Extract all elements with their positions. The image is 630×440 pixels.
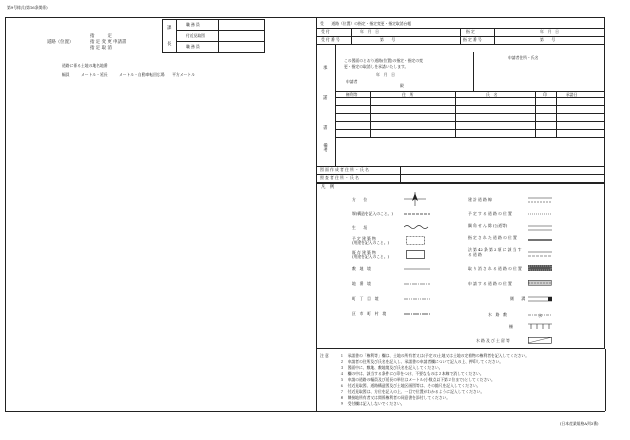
designation-number-label: 指 定 番 号	[463, 37, 482, 42]
drafter-label: 図 面 作 成 者 住 所 ・ 氏 名	[320, 167, 369, 172]
svg-text:水: 水	[538, 313, 542, 318]
fence-icon	[528, 322, 552, 330]
checker-label: 照 査 者 住 所 ・ 氏 名	[320, 175, 359, 180]
legend-right-8: 水 路 敷	[488, 312, 507, 317]
legend-left-5: 敷 地 境	[352, 266, 371, 271]
col-consent-date: 承諾日	[566, 92, 578, 97]
owner-side-1: 課	[167, 26, 172, 31]
title-prefix: 道路（位置）	[47, 40, 74, 45]
form-number: 第9号様式(第16条関係)	[7, 5, 48, 10]
planned-building-icon	[406, 236, 426, 246]
legend-right-7: 側 溝	[510, 296, 526, 301]
consent-col-2: 諾	[323, 96, 328, 101]
retaining-wall-icon	[528, 337, 552, 344]
legend-right-6: 申 請 す る 道 路 の 位 置	[468, 281, 512, 286]
receipt-date-label: 受 付	[321, 29, 330, 34]
owner-box	[162, 19, 265, 53]
applicant-honorific: 殿	[400, 83, 404, 88]
col-seal: 印	[543, 92, 547, 97]
notes-label: 注 意	[320, 353, 329, 358]
note-5: ５ 申請の道路の幅員及び延長の単位はメートル(小数点以下第２位まで)としてください。	[340, 377, 495, 382]
owner-row-3: 職 務 員	[186, 44, 200, 49]
corner-cut-icon	[528, 224, 552, 232]
road-lot-label: 道路に係る土地の地名地番	[62, 63, 108, 68]
hedge-icon	[404, 224, 430, 230]
consent-text-2: 更・指定の取消しを承諾いたします。	[344, 64, 409, 69]
article-42-road-icon	[528, 250, 552, 258]
receipt-date: 年 月 日	[360, 29, 379, 34]
ledger-header: 受 道路（位置）の指定・指定変更・指定取消台帳	[320, 21, 412, 26]
owner-side-2: 長	[167, 42, 172, 47]
wall-line-icon	[404, 211, 430, 217]
receipt-number-label: 受 付 番 号	[321, 37, 340, 42]
legend-left-2: 生 垣	[352, 225, 368, 230]
kind-cancel: 指 定 取 消	[90, 46, 112, 51]
legend-right-5: 取 り 消 さ れ る 道 路 の 位 置	[468, 266, 522, 271]
designation-date-label: 指 定	[466, 29, 475, 34]
legend-right-3: 指 定 さ れ た 道 路 の 位 置	[468, 235, 517, 240]
note-2: ２ 申請者の住所及び氏名を記入し、承諾書の申請者欄について記入の上、押印してください。	[340, 359, 504, 364]
compass-icon	[404, 192, 426, 206]
legend-title: 凡 例	[321, 185, 335, 190]
consent-col-1: 承	[323, 66, 328, 71]
consent-date: 年 月 日	[376, 72, 395, 77]
legend-right-9: 柵	[509, 324, 513, 329]
kind-designation: 指 定	[90, 34, 112, 39]
consent-col-3: 書	[323, 126, 328, 131]
gutter-icon	[528, 296, 552, 302]
legend-left-4: 既 存 建 築 物 (用途を記入のこと。)	[352, 250, 390, 259]
kind-change: 指 定 変 更 申請書	[90, 40, 127, 45]
col-address: 住 所	[402, 92, 414, 97]
note-3: ３ 図面中に、敷地、敷地境及び氏名を記入してください。	[340, 365, 443, 370]
cancelled-road-icon	[528, 265, 552, 271]
owner-row-2: 付近見取図	[186, 33, 205, 38]
note-1: １ 承諾書の「権利等」欄は、土地の所有者又は(予定の)土地又は土地の定着物の権利者を記入してください。	[340, 353, 530, 358]
col-name: 氏 名	[486, 92, 498, 97]
legend-left-7: 町 丁 目 境	[352, 296, 379, 301]
col-rights: 権利等	[346, 92, 358, 97]
footer-paper-size: (日本産業規格A列3番)	[560, 421, 599, 426]
legend-left-0: 方 位	[352, 197, 368, 202]
waterway-icon	[528, 312, 552, 318]
legend-right-1: 予 定 す る 道 路 の 位 置	[468, 211, 512, 216]
note-8: ８ 隣接地所有者又は関係権利者の同意書を添付してください。	[340, 395, 451, 400]
applied-road-icon	[528, 280, 552, 286]
legend-right-2: 隅 角 せ ん 除 (公道等)	[468, 223, 508, 228]
legend-left-8: 区 市 町 村 境	[352, 311, 387, 316]
legend-left-6: 地 番 境	[352, 281, 371, 286]
owner-row-1: 職 務 員	[186, 22, 200, 27]
designation-number: 第 号	[540, 37, 556, 42]
designated-road-icon	[528, 238, 552, 242]
applicant-header: 申請者住所・氏名	[508, 55, 539, 60]
legend-right-4: 法 第 42 条 第 2 項 に 該 当 す る 道 路	[468, 247, 522, 257]
legend-right-0: 建 計 道 路 線	[468, 197, 492, 202]
lot-boundary-icon	[404, 282, 430, 286]
legend-right-10: 水 路 及 び 土 留 等	[476, 338, 510, 343]
legend-left-3: 予 定 建 築 物 (用途を記入のこと。)	[352, 236, 390, 245]
municipal-boundary-icon	[404, 312, 430, 316]
district-boundary-icon	[404, 297, 430, 301]
designation-date: 年 月 日	[540, 29, 559, 34]
road-width-label: 幅員 メートル・延長 メートル・自動車転回広場 平方メートル	[62, 72, 195, 77]
legend-left-1: 塀(構造を記入のこと。)	[352, 211, 393, 216]
applicant-label: 申請者	[346, 79, 358, 84]
planned-road-icon	[528, 196, 552, 204]
planned-road-position-icon	[528, 212, 552, 216]
receipt-number: 第 号	[380, 37, 396, 42]
consent-text-1: この図面のとおり道路(位置)の指定・指定の変	[344, 58, 423, 63]
note-7: ７ 付近見取図は、方位を記入の上、一目で位置がわかるように記入してください。	[340, 389, 485, 394]
site-boundary-icon	[404, 267, 430, 271]
note-4: ４ 欄の中は、該当する条件に○印をつけ、不要なものは２本線で消してください。	[340, 371, 484, 376]
remarks-label: 備考	[322, 143, 328, 152]
note-9: ９ 受付欄は記入しないでください。	[340, 401, 405, 406]
existing-building-icon	[406, 250, 426, 260]
note-6: ６ 付近見取図、道路構造図及び土地区画図等は、その縮尺を記入してください。	[340, 383, 481, 388]
